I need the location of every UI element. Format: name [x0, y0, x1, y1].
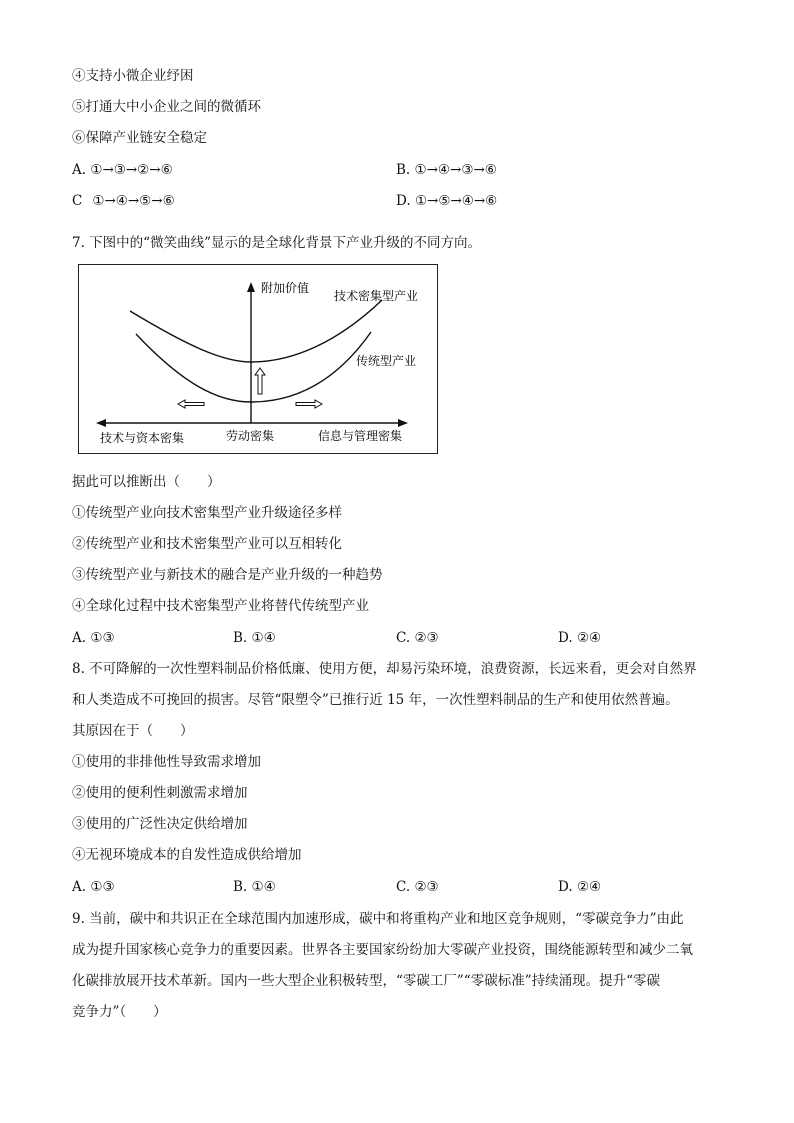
option-text: ①④: [251, 630, 276, 646]
option-label: A.: [72, 162, 91, 178]
option-label: B.: [233, 879, 252, 895]
q7-option-c[interactable]: [396, 628, 439, 648]
option-label: C.: [396, 879, 415, 895]
prev-option-b[interactable]: [396, 160, 497, 180]
q8-option-a[interactable]: [72, 877, 115, 897]
q9-stem-line-4: 竞争力”（ ）: [72, 1004, 167, 1020]
smile-curve-figure: [78, 264, 438, 454]
q7-stem: 7. 下图中的“微笑曲线”显示的是全球化背景下产业升级的不同方向。: [72, 235, 481, 251]
q8-stem-line-1: 8. 不可降解的一次性塑料制品价格低廉、使用方便，却易污染环境，浪费资源，长远来看，更会对自然界: [72, 661, 697, 677]
option-text: ①→④→⑤→⑥: [92, 193, 175, 209]
q8-item-1: ①使用的非排他性导致需求增加: [72, 754, 261, 770]
prev-option-c[interactable]: [72, 191, 175, 211]
y-axis-label: 附加价值: [261, 281, 310, 295]
x-right-label: 信息与管理密集: [318, 429, 403, 443]
prev-item-6: ⑥保障产业链安全稳定: [72, 130, 207, 146]
q9-stem-line-2: 成为提升国家核心竞争力的重要因素。世界各主要国家纷纷加大零碳产业投资，围绕能源转型和减少二氧: [72, 942, 693, 958]
option-label: C: [72, 193, 83, 209]
option-text: ①→⑤→④→⑥: [414, 193, 498, 209]
lower-curve-label: 传统型产业: [356, 354, 417, 368]
q9-stem-line-3: 化碳排放展开技术革新。国内一些大型企业积极转型，“零碳工厂”“零碳标准”持续涌现。提升“零碳: [72, 973, 661, 989]
x-center-label: 劳动密集: [226, 429, 275, 443]
option-label: C.: [396, 630, 415, 646]
x-left-label: 技术与资本密集: [100, 431, 185, 445]
prev-option-a[interactable]: [72, 160, 173, 180]
option-label: D.: [558, 879, 577, 895]
q8-option-b[interactable]: [233, 877, 276, 897]
upper-curve-label: 技术密集型产业: [334, 289, 419, 303]
option-label: A.: [72, 879, 91, 895]
q9-stem-line-1: 9. 当前，碳中和共识正在全球范围内加速形成，碳中和将重构产业和地区竞争规则，“零碳竞争力”由此: [72, 911, 684, 927]
option-text: ②③: [414, 630, 439, 646]
q8-item-3: ③使用的广泛性决定供给增加: [72, 816, 248, 832]
option-text: ①③: [90, 879, 115, 895]
q8-stem-line-3: 其原因在于（ ）: [72, 723, 194, 739]
q7-option-a[interactable]: [72, 628, 115, 648]
option-text: ②④: [576, 630, 602, 646]
q8-item-2: ②使用的便利性刺激需求增加: [72, 785, 248, 801]
option-text: ①④: [251, 879, 276, 895]
option-label: B.: [396, 162, 415, 178]
q8-option-c[interactable]: [396, 877, 439, 897]
q8-stem-line-2: 和人类造成不可挽回的损害。尽管“限塑令”已推行近 15 年，一次性塑料制品的生产和使用依然普遍。: [72, 692, 679, 708]
prev-option-d[interactable]: [396, 191, 497, 211]
option-text: ①→③→②→⑥: [90, 162, 173, 178]
option-label: B.: [233, 630, 252, 646]
q8-option-d[interactable]: [558, 877, 601, 897]
q7-item-4: ④全球化过程中技术密集型产业将替代传统型产业: [72, 598, 369, 614]
smile-curve-diagram: [78, 264, 438, 454]
q7-item-1: ①传统型产业向技术密集型产业升级途径多样: [72, 505, 342, 521]
option-text: ②④: [576, 879, 602, 895]
option-label: D.: [558, 630, 577, 646]
q7-prompt: 据此可以推断出（ ）: [72, 474, 221, 490]
q8-item-4: ④无视环境成本的自发性造成供给增加: [72, 847, 302, 863]
prev-item-5: ⑤打通大中小企业之间的微循环: [72, 99, 261, 115]
option-label: A.: [72, 630, 91, 646]
option-text: ①③: [90, 630, 115, 646]
q7-item-2: ②传统型产业和技术密集型产业可以互相转化: [72, 536, 342, 552]
option-label: D.: [396, 193, 415, 209]
q7-option-b[interactable]: [233, 628, 276, 648]
prev-item-4: ④支持小微企业纾困: [72, 68, 194, 84]
option-text: ①→④→③→⑥: [414, 162, 497, 178]
option-text: ②③: [414, 879, 439, 895]
q7-option-d[interactable]: [558, 628, 601, 648]
q7-item-3: ③传统型产业与新技术的融合是产业升级的一种趋势: [72, 567, 383, 583]
